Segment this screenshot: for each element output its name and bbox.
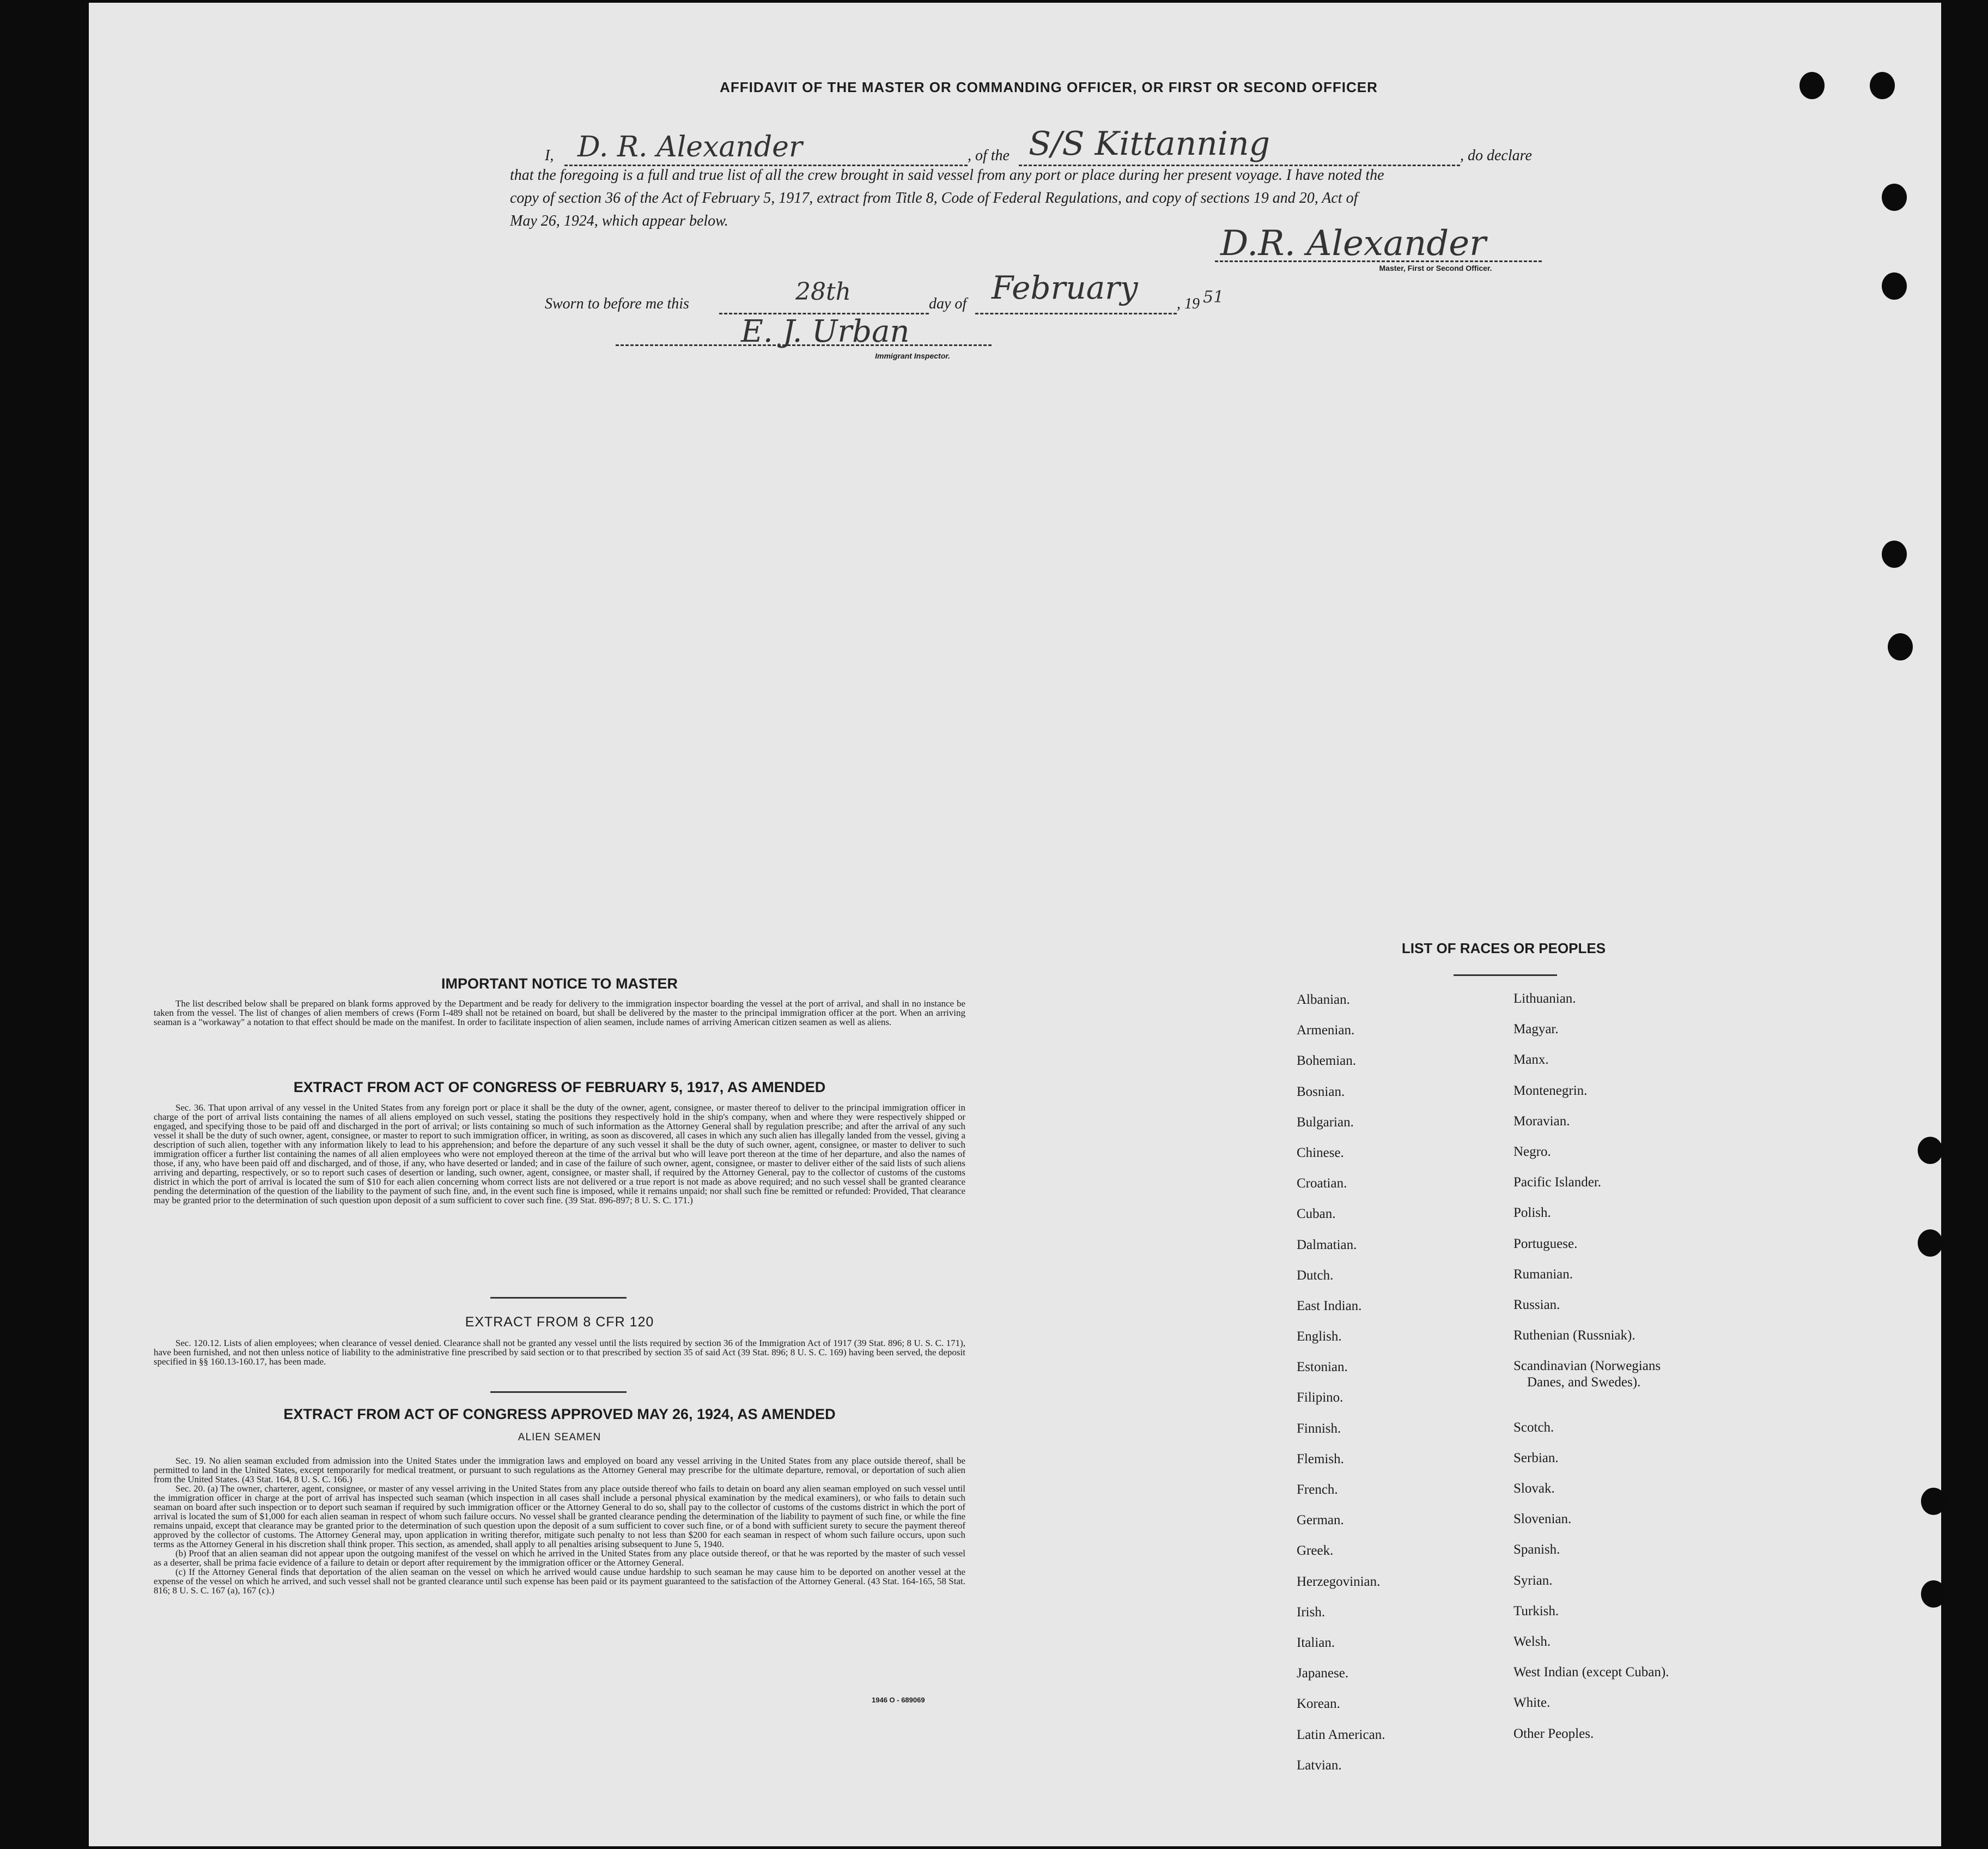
inspector-signature-line bbox=[616, 344, 992, 346]
extract-cfr-text: Sec. 120.12. Lists of alien employees; when clearance of vessel denied. Clearance shall not be granted any vessel until the lists required by section 36 of the Immigration Act of 1917 (39 Stat. 896; 8 U. S. C. 171), have been furnished, and not then unless notice of liability to the administrative fine prescribed by said section or to that prescribed by section 35 of said Act (39 Stat. 896; 8 U. S. C. 169) having been served, the deposit specified in §§ 160.13-160.17, has been made. bbox=[154, 1338, 965, 1367]
race-item: Spanish. bbox=[1513, 1542, 1560, 1557]
race-item: Cuban. bbox=[1297, 1207, 1336, 1222]
races-right-column bbox=[1513, 991, 1775, 1756]
punch-hole bbox=[1882, 184, 1907, 211]
race-item: West Indian (except Cuban). bbox=[1513, 1665, 1669, 1680]
races-left-column bbox=[1297, 992, 1504, 1788]
master-signature-line bbox=[1215, 260, 1542, 262]
sworn-line bbox=[545, 269, 1308, 322]
races-title: LIST OF RACES OR PEOPLES bbox=[1401, 940, 1606, 956]
race-item: Italian. bbox=[1297, 1635, 1335, 1650]
race-item: Montenegrin. bbox=[1513, 1083, 1588, 1098]
section-divider bbox=[490, 1297, 627, 1299]
race-item: Flemish. bbox=[1297, 1451, 1344, 1466]
race-item: Irish. bbox=[1297, 1604, 1326, 1620]
vessel-handwritten: S/S Kittanning bbox=[1029, 125, 1270, 163]
extract-1924-title: EXTRACT FROM ACT OF CONGRESS APPROVED MAY 26, 1924, AS AMENDED bbox=[283, 1406, 836, 1422]
races-title-underline bbox=[1454, 974, 1557, 976]
affidavit-body-line-3: May 26, 1924, which appear below. bbox=[510, 213, 728, 229]
extract-1917-text: Sec. 36. That upon arrival of any vessel in the United States from any foreign port or place it shall be the duty of the owner, agent, consignee, or master thereof to deliver to the principal immigration officer in charge of the port of arrival lists containing the names of all aliens employed on such vessel, stating the positions they respectively hold in the ship's company, when and where they were respectively shipped or engaged, and specifying those to be paid off and discharged in the port of arrival; or lists containing so much of such information as the Attorney General shall by regulation prescribe; and after the arrival of any such vessel it shall be the duty of such owner, agent, consignee, or master to report to such immigration officer, in writing, as soon as discovered, all cases in which any such alien has illegally landed from the vessel, giving a description of such alien, together with any information likely to lead to his apprehension; and before the departure of any such vessel it shall be the duty of such owner, agent, consignee, or master to deliver to such immigration officer a further list containing the names of all alien employees who were not employed thereon at the time of the arrival but who will leave port thereon at the time of her departure, and also the names of those, if any, who have been paid off and discharged, and of those, if any, who have deserted or landed; and in case of the failure of such owner, agent, consignee, or master to deliver either of the said lists of such aliens arriving and departing, respectively, or so to report such cases of desertion or landing, such owner, agent, consignee, or master shall, if required by the Attorney General, pay to the collector of customs of the customs district in which the port of arrival is located the sum of $10 for each alien concerning whom correct lists are not delivered or a true report is not made as above required; and no such vessel shall be granted clearance pending the determination of the question of the liability to the payment of such fine, and, in the event such fine is imposed, while it remains unpaid; nor shall such fine be remitted or refunded: Provided, That clearance may be granted prior to the determination of such question upon deposit of a sum sufficient to cover such fine. (39 Stat. 896-897; 8 U. S. C. 171.) bbox=[154, 1102, 965, 1205]
extract-1924-body bbox=[154, 1456, 965, 1595]
race-item: White. bbox=[1513, 1695, 1551, 1711]
race-item: German. bbox=[1297, 1513, 1344, 1528]
race-item: Bosnian. bbox=[1297, 1084, 1345, 1099]
race-item: Armenian. bbox=[1297, 1023, 1355, 1038]
race-item: Bulgarian. bbox=[1297, 1114, 1354, 1130]
master-caption: Master, First or Second Officer. bbox=[1379, 264, 1492, 272]
punch-hole bbox=[1921, 1580, 1946, 1608]
punch-hole bbox=[1918, 1229, 1943, 1257]
race-item: Scandinavian (Norwegians Danes, and Swedes). bbox=[1513, 1359, 1661, 1390]
race-item: Greek. bbox=[1297, 1543, 1334, 1559]
race-item bbox=[1513, 1389, 1775, 1419]
race-item: Herzegovinian. bbox=[1297, 1574, 1381, 1589]
sec-20a-text: Sec. 20. (a) The owner, charterer, agent, consignee, or master of any vessel arriving in the United States from any place outside thereof who fails to detain on board any alien seaman employed on such vessel until the immigration officer in charge at the port of arrival has inspected such seaman (which inspection in all cases shall include a personal physical examination by the medical examiners), or who fails to detain such seaman on board after such inspection or to deport such seaman if required by such immigration officer or the Attorney General to do so, shall pay to the collector of customs of the customs district in which the port of arrival is located the sum of $1,000 for each alien seaman in respect of whom such failure occurs. No vessel shall be granted clearance pending the determination of the liability to payment of such fine, or while the fine remains unpaid, except that clearance may be granted prior to the determination of such question upon the deposit of a sum sufficient to cover such fine, or of a bond with sufficient surety to secure the payment thereof approved by the collector of customs. The Attorney General may, upon application in writing therefor, mitigate such penalty to not less than $200 for each seaman in respect of whom such failure occurs, upon such terms as the Attorney General in his discretion shall think proper. This section, as amended, shall apply to all penalties arising subsequent to June 5, 1940. bbox=[154, 1483, 965, 1549]
race-item: Dutch. bbox=[1297, 1268, 1334, 1283]
race-item: Chinese. bbox=[1297, 1145, 1344, 1160]
race-item: Japanese. bbox=[1297, 1666, 1349, 1681]
punch-hole bbox=[1870, 72, 1895, 99]
race-item: Slovenian. bbox=[1513, 1512, 1572, 1527]
affidavit-body-line-2: copy of section 36 of the Act of February 5, 1917, extract from Title 8, Code of Federal Regulations, and copy of sections 19 and 20, Act of bbox=[510, 190, 1358, 207]
race-item: Manx. bbox=[1513, 1052, 1549, 1068]
race-item: Lithuanian. bbox=[1513, 991, 1576, 1006]
race-item: Other Peoples. bbox=[1513, 1726, 1594, 1741]
race-item: Filipino. bbox=[1297, 1390, 1343, 1405]
race-item: Portuguese. bbox=[1513, 1236, 1578, 1251]
year-prefix: , 19 bbox=[1177, 295, 1200, 312]
punch-hole bbox=[1888, 633, 1913, 660]
inspector-signature: E. J. Urban bbox=[741, 314, 910, 349]
month-handwritten: February bbox=[992, 269, 1138, 306]
punch-hole bbox=[1918, 1137, 1943, 1164]
race-item: Syrian. bbox=[1513, 1573, 1553, 1588]
race-item: Finnish. bbox=[1297, 1421, 1341, 1436]
sec-20c-text: (c) If the Attorney General finds that deportation of the alien seaman on the vessel on which he arrived would cause undue hardship to such seaman he may cause him to be deported on another vessel at the expense of the vessel on which he arrived, and such vessel shall not be granted clearance until such expense has been paid or its payment guaranteed to the satisfaction of the Attorney General. (43 Stat. 164-165, 58 Stat. 816; 8 U. S. C. 167 (a), 167 (c).) bbox=[154, 1567, 965, 1596]
punch-hole bbox=[1882, 541, 1907, 568]
race-item: Serbian. bbox=[1513, 1450, 1559, 1465]
race-item: Estonian. bbox=[1297, 1360, 1348, 1375]
race-item: Welsh. bbox=[1513, 1634, 1551, 1649]
affidavit-heading: AFFIDAVIT OF THE MASTER OR COMMANDING OFFICER, OR FIRST OR SECOND OFFICER bbox=[720, 79, 1378, 95]
sec-20b-text: (b) Proof that an alien seaman did not appear upon the outgoing manifest of the vessel on which he arrived in the United States from any place outside thereof, or that he was reported by the master of such vessel as a deserter, shall be prima facie evidence of a failure to detain or deport after requirement by the immigration officer or the Attorney General. bbox=[154, 1548, 965, 1568]
race-item: French. bbox=[1297, 1482, 1338, 1497]
day-of-label: day of bbox=[929, 295, 967, 312]
do-declare-label: , do declare bbox=[1460, 147, 1532, 164]
notice-text: The list described below shall be prepared on blank forms approved by the Department and be ready for delivery to the immigration inspector boarding the vessel at the port of arrival, and shall in no instance be taken from the vessel. The list of changes of alien members of crews (Form I-489 shall not be retained on board, but shall be delivered by the master to the principal immigration officer at the port. When an arriving seaman is a "workaway" a notation to that effect should be made on the manifest. In order to facilitate inspection of alien seamen, include names of arriving American citizen seamen as well as aliens. bbox=[154, 998, 965, 1027]
punch-hole bbox=[1921, 1488, 1946, 1515]
race-item: Russian. bbox=[1513, 1297, 1560, 1312]
year-handwritten: 51 bbox=[1203, 288, 1224, 307]
day-handwritten: 28th bbox=[795, 278, 852, 306]
race-item: Korean. bbox=[1297, 1696, 1340, 1712]
race-item: English. bbox=[1297, 1329, 1342, 1344]
inspector-caption: Immigrant Inspector. bbox=[875, 351, 950, 360]
race-item: Negro. bbox=[1513, 1144, 1551, 1159]
race-item: Latvian. bbox=[1297, 1757, 1342, 1773]
race-item: Rumanian. bbox=[1513, 1266, 1573, 1282]
extract-1917-title: EXTRACT FROM ACT OF CONGRESS OF FEBRUARY 5, 1917, AS AMENDED bbox=[293, 1079, 826, 1095]
i-label: I, bbox=[545, 147, 554, 164]
race-item: Pacific Islander. bbox=[1513, 1175, 1602, 1190]
print-code: 1946 O - 689069 bbox=[872, 1696, 925, 1704]
punch-hole bbox=[1882, 272, 1907, 300]
master-signature: D.R. Alexander bbox=[1220, 223, 1486, 264]
race-item: Croatian. bbox=[1297, 1176, 1347, 1191]
section-divider bbox=[490, 1391, 627, 1393]
race-item: East Indian. bbox=[1297, 1298, 1362, 1313]
punch-hole bbox=[1799, 72, 1825, 99]
race-item: Scotch. bbox=[1513, 1420, 1554, 1435]
race-item: Moravian. bbox=[1513, 1113, 1570, 1129]
extract-cfr-title: EXTRACT FROM 8 CFR 120 bbox=[465, 1314, 654, 1330]
race-item: Slovak. bbox=[1513, 1481, 1555, 1496]
race-item: Bohemian. bbox=[1297, 1053, 1357, 1069]
of-the-label: , of the bbox=[968, 147, 1010, 164]
race-item: Magyar. bbox=[1513, 1022, 1559, 1037]
race-item: Latin American. bbox=[1297, 1727, 1385, 1742]
affidavit-body-line-1: that the foregoing is a full and true list of all the crew brought in said vessel from any port or place during her present voyage. I have noted the bbox=[510, 167, 1384, 184]
race-item: Dalmatian. bbox=[1297, 1237, 1357, 1252]
name-handwritten: D. R. Alexander bbox=[577, 131, 803, 163]
notice-title: IMPORTANT NOTICE TO MASTER bbox=[441, 975, 678, 992]
race-item: Turkish. bbox=[1513, 1603, 1559, 1618]
sworn-label: Sworn to before me this bbox=[545, 295, 689, 312]
sec-19-text: Sec. 19. No alien seaman excluded from admission into the United States under the immigration laws and employed on board any vessel arriving in the United States from any place outside thereof, shall be permitted to land in the United States, except temporarily for medical treatment, or pursuant to such regulations as the Attorney General may prescribe for the ultimate departure, removal, or deportation of such alien from the United States. (43 Stat. 164, 8 U. S. C. 166.) bbox=[154, 1456, 965, 1484]
race-item: Polish. bbox=[1513, 1205, 1551, 1221]
extract-1924-subtitle: ALIEN SEAMEN bbox=[518, 1432, 601, 1443]
race-item: Albanian. bbox=[1297, 992, 1350, 1007]
race-item: Ruthenian (Russniak). bbox=[1513, 1328, 1636, 1343]
